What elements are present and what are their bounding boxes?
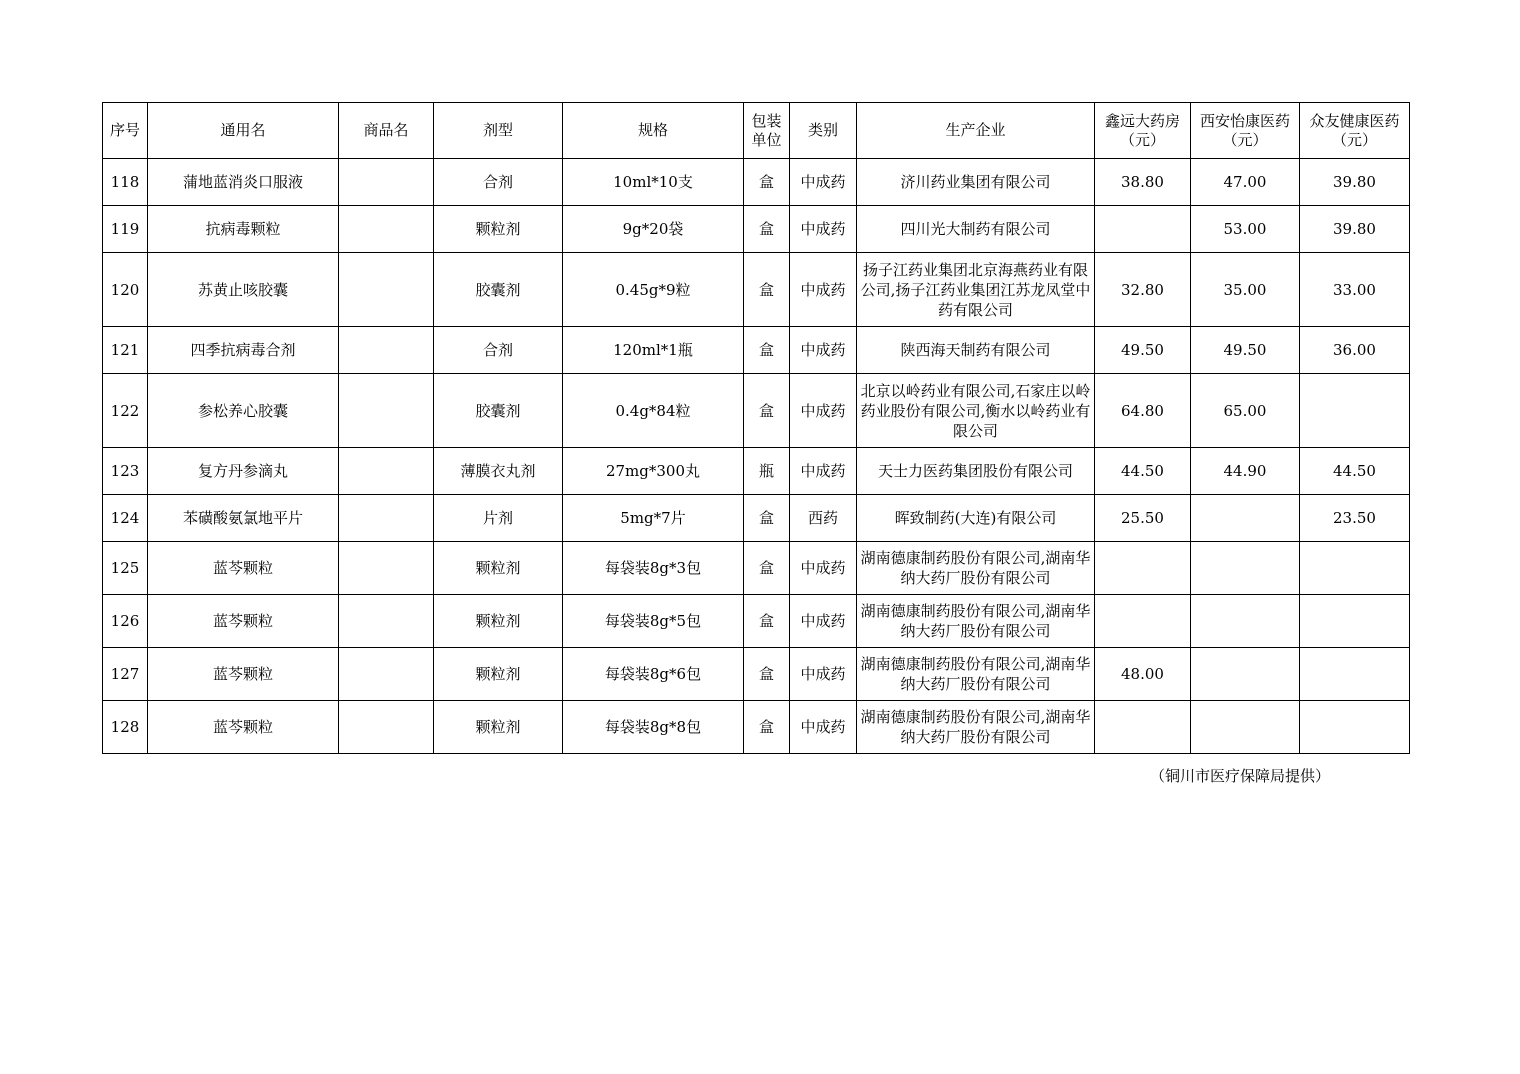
cell-price-xinyuan <box>1095 595 1191 648</box>
cell-price-yikang: 53.00 <box>1191 206 1300 253</box>
cell-spec: 10ml*10支 <box>563 159 744 206</box>
cell-manufacturer: 晖致制药(大连)有限公司 <box>857 495 1095 542</box>
cell-seq: 123 <box>103 448 148 495</box>
cell-trade-name <box>339 159 434 206</box>
cell-manufacturer: 湖南德康制药股份有限公司,湖南华纳大药厂股份有限公司 <box>857 595 1095 648</box>
cell-price-xinyuan: 48.00 <box>1095 648 1191 701</box>
cell-spec: 120ml*1瓶 <box>563 327 744 374</box>
cell-unit: 盒 <box>744 495 790 542</box>
table-row <box>103 327 1410 374</box>
cell-price-yikang: 35.00 <box>1191 253 1300 327</box>
table-row <box>103 206 1410 253</box>
cell-seq: 120 <box>103 253 148 327</box>
cell-dosage-form: 胶囊剂 <box>434 253 563 327</box>
cell-category: 中成药 <box>790 595 857 648</box>
cell-price-xinyuan <box>1095 542 1191 595</box>
cell-trade-name <box>339 542 434 595</box>
cell-seq: 125 <box>103 542 148 595</box>
header-price-zhongyou-line2: （元） <box>1331 130 1377 149</box>
header-price-yikang-line1: 西安怡康医药 <box>1199 111 1290 130</box>
cell-generic-name: 苯磺酸氨氯地平片 <box>148 495 339 542</box>
cell-dosage-form: 颗粒剂 <box>434 648 563 701</box>
cell-price-zhongyou <box>1300 542 1410 595</box>
cell-generic-name: 蓝芩颗粒 <box>148 595 339 648</box>
cell-spec: 每袋装8g*8包 <box>563 701 744 754</box>
header-price-xinyuan-line1: 鑫远大药房 <box>1104 111 1180 130</box>
cell-category: 中成药 <box>790 206 857 253</box>
cell-price-xinyuan: 49.50 <box>1095 327 1191 374</box>
header-pack-unit-line1: 包装 <box>751 111 782 130</box>
header-pack-unit-line2: 单位 <box>751 130 782 149</box>
cell-trade-name <box>339 595 434 648</box>
cell-generic-name: 蓝芩颗粒 <box>148 542 339 595</box>
table-row <box>103 448 1410 495</box>
cell-price-yikang: 65.00 <box>1191 374 1300 448</box>
cell-price-xinyuan: 25.50 <box>1095 495 1191 542</box>
cell-seq: 124 <box>103 495 148 542</box>
cell-price-xinyuan: 44.50 <box>1095 448 1191 495</box>
cell-price-yikang <box>1191 495 1300 542</box>
cell-price-xinyuan <box>1095 206 1191 253</box>
header-row <box>103 103 1410 159</box>
cell-unit: 盒 <box>744 374 790 448</box>
cell-price-zhongyou <box>1300 595 1410 648</box>
cell-unit: 盒 <box>744 595 790 648</box>
cell-manufacturer: 陕西海天制药有限公司 <box>857 327 1095 374</box>
cell-category: 中成药 <box>790 448 857 495</box>
drug-price-table <box>102 102 1410 754</box>
cell-unit: 盒 <box>744 206 790 253</box>
cell-price-yikang <box>1191 701 1300 754</box>
cell-unit: 盒 <box>744 253 790 327</box>
cell-price-zhongyou <box>1300 648 1410 701</box>
cell-price-zhongyou: 33.00 <box>1300 253 1410 327</box>
cell-price-zhongyou: 39.80 <box>1300 159 1410 206</box>
cell-manufacturer: 北京以岭药业有限公司,石家庄以岭药业股份有限公司,衡水以岭药业有限公司 <box>857 374 1095 448</box>
table-row <box>103 542 1410 595</box>
cell-dosage-form: 颗粒剂 <box>434 542 563 595</box>
cell-unit: 盒 <box>744 542 790 595</box>
cell-dosage-form: 合剂 <box>434 327 563 374</box>
cell-trade-name <box>339 495 434 542</box>
cell-spec: 每袋装8g*5包 <box>563 595 744 648</box>
cell-price-zhongyou <box>1300 701 1410 754</box>
cell-spec: 0.4g*84粒 <box>563 374 744 448</box>
table-row <box>103 648 1410 701</box>
cell-trade-name <box>339 648 434 701</box>
cell-price-yikang <box>1191 648 1300 701</box>
header-price-yikang <box>1191 103 1300 159</box>
cell-manufacturer: 天士力医药集团股份有限公司 <box>857 448 1095 495</box>
cell-unit: 盒 <box>744 701 790 754</box>
header-price-xinyuan-line2: （元） <box>1119 130 1165 149</box>
cell-dosage-form: 颗粒剂 <box>434 701 563 754</box>
cell-generic-name: 蒲地蓝消炎口服液 <box>148 159 339 206</box>
table-row <box>103 159 1410 206</box>
cell-price-zhongyou <box>1300 374 1410 448</box>
cell-unit: 盒 <box>744 159 790 206</box>
cell-seq: 126 <box>103 595 148 648</box>
table-row <box>103 495 1410 542</box>
cell-spec: 0.45g*9粒 <box>563 253 744 327</box>
cell-generic-name: 苏黄止咳胶囊 <box>148 253 339 327</box>
cell-trade-name <box>339 374 434 448</box>
cell-manufacturer: 扬子江药业集团北京海燕药业有限公司,扬子江药业集团江苏龙凤堂中药有限公司 <box>857 253 1095 327</box>
header-trade-name: 商品名 <box>339 103 434 159</box>
cell-seq: 121 <box>103 327 148 374</box>
cell-spec: 27mg*300丸 <box>563 448 744 495</box>
cell-generic-name: 蓝芩颗粒 <box>148 648 339 701</box>
cell-price-zhongyou: 23.50 <box>1300 495 1410 542</box>
cell-category: 中成药 <box>790 374 857 448</box>
cell-seq: 127 <box>103 648 148 701</box>
cell-dosage-form: 合剂 <box>434 159 563 206</box>
header-category: 类别 <box>790 103 857 159</box>
header-pack-unit <box>744 103 790 159</box>
cell-price-yikang: 44.90 <box>1191 448 1300 495</box>
cell-price-zhongyou: 44.50 <box>1300 448 1410 495</box>
cell-trade-name <box>339 253 434 327</box>
cell-trade-name <box>339 327 434 374</box>
cell-manufacturer: 湖南德康制药股份有限公司,湖南华纳大药厂股份有限公司 <box>857 701 1095 754</box>
cell-unit: 盒 <box>744 327 790 374</box>
cell-dosage-form: 胶囊剂 <box>434 374 563 448</box>
cell-price-yikang: 49.50 <box>1191 327 1300 374</box>
cell-generic-name: 抗病毒颗粒 <box>148 206 339 253</box>
cell-spec: 每袋装8g*6包 <box>563 648 744 701</box>
header-seq: 序号 <box>103 103 148 159</box>
cell-price-yikang <box>1191 595 1300 648</box>
header-dosage-form: 剂型 <box>434 103 563 159</box>
cell-dosage-form: 颗粒剂 <box>434 595 563 648</box>
cell-category: 中成药 <box>790 701 857 754</box>
header-generic-name: 通用名 <box>148 103 339 159</box>
cell-generic-name: 复方丹参滴丸 <box>148 448 339 495</box>
table-row <box>103 701 1410 754</box>
header-price-yikang-line2: （元） <box>1222 130 1268 149</box>
cell-manufacturer: 湖南德康制药股份有限公司,湖南华纳大药厂股份有限公司 <box>857 542 1095 595</box>
cell-manufacturer: 湖南德康制药股份有限公司,湖南华纳大药厂股份有限公司 <box>857 648 1095 701</box>
cell-spec: 5mg*7片 <box>563 495 744 542</box>
cell-manufacturer: 济川药业集团有限公司 <box>857 159 1095 206</box>
cell-category: 中成药 <box>790 648 857 701</box>
header-price-xinyuan <box>1095 103 1191 159</box>
header-spec: 规格 <box>563 103 744 159</box>
header-price-zhongyou <box>1300 103 1410 159</box>
cell-dosage-form: 颗粒剂 <box>434 206 563 253</box>
cell-unit: 瓶 <box>744 448 790 495</box>
cell-price-xinyuan: 32.80 <box>1095 253 1191 327</box>
cell-price-yikang: 47.00 <box>1191 159 1300 206</box>
cell-price-xinyuan: 38.80 <box>1095 159 1191 206</box>
cell-seq: 118 <box>103 159 148 206</box>
cell-dosage-form: 片剂 <box>434 495 563 542</box>
table-row <box>103 595 1410 648</box>
cell-seq: 122 <box>103 374 148 448</box>
cell-seq: 119 <box>103 206 148 253</box>
cell-trade-name <box>339 701 434 754</box>
table-row <box>103 374 1410 448</box>
cell-trade-name <box>339 206 434 253</box>
cell-manufacturer: 四川光大制药有限公司 <box>857 206 1095 253</box>
cell-trade-name <box>339 448 434 495</box>
cell-price-yikang <box>1191 542 1300 595</box>
cell-seq: 128 <box>103 701 148 754</box>
cell-category: 中成药 <box>790 327 857 374</box>
cell-unit: 盒 <box>744 648 790 701</box>
cell-price-xinyuan: 64.80 <box>1095 374 1191 448</box>
cell-generic-name: 四季抗病毒合剂 <box>148 327 339 374</box>
header-price-zhongyou-line1: 众友健康医药 <box>1309 111 1400 130</box>
table-row <box>103 253 1410 327</box>
cell-category: 中成药 <box>790 159 857 206</box>
cell-price-xinyuan <box>1095 701 1191 754</box>
cell-generic-name: 蓝芩颗粒 <box>148 701 339 754</box>
cell-price-zhongyou: 36.00 <box>1300 327 1410 374</box>
cell-price-zhongyou: 39.80 <box>1300 206 1410 253</box>
source-note: （铜川市医疗保障局提供） <box>1150 767 1331 785</box>
cell-category: 西药 <box>790 495 857 542</box>
cell-generic-name: 参松养心胶囊 <box>148 374 339 448</box>
header-manufacturer: 生产企业 <box>857 103 1095 159</box>
cell-spec: 每袋装8g*3包 <box>563 542 744 595</box>
cell-category: 中成药 <box>790 253 857 327</box>
cell-category: 中成药 <box>790 542 857 595</box>
cell-dosage-form: 薄膜衣丸剂 <box>434 448 563 495</box>
cell-spec: 9g*20袋 <box>563 206 744 253</box>
